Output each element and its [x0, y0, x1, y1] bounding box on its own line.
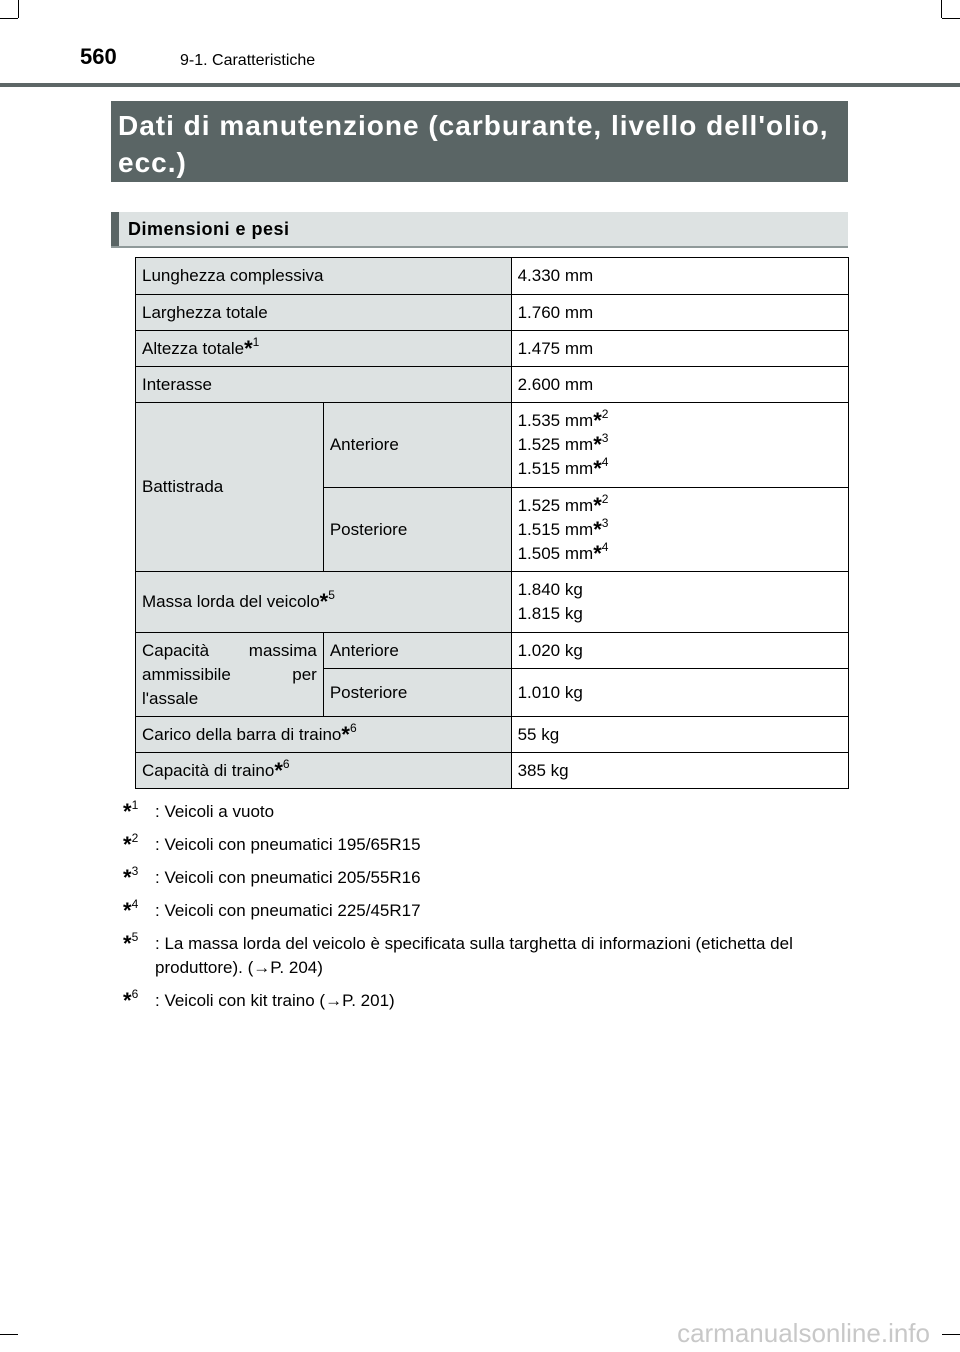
row-label: Interasse — [136, 367, 512, 403]
crop-mark — [942, 1334, 960, 1335]
footnotes — [123, 800, 848, 1022]
row-value: 55 kg — [511, 717, 848, 753]
footnote-star: * — [123, 832, 132, 857]
row-label — [136, 633, 324, 717]
row-label — [136, 753, 512, 789]
footnote-star: * — [593, 408, 602, 433]
value-text: 1.535 mm — [517, 411, 594, 430]
header-rule — [0, 83, 960, 87]
footnote-text: : Veicoli con pneumatici 225/45R17 — [155, 901, 421, 920]
footnote-num: 2 — [131, 831, 139, 845]
footnote — [123, 866, 848, 890]
row-label — [136, 572, 512, 633]
label-text: Carico della barra di traino — [142, 724, 342, 744]
row-label — [136, 331, 512, 367]
row-value: 2.600 mm — [511, 367, 848, 403]
value-line — [517, 539, 842, 566]
footnote-star: * — [593, 456, 602, 481]
footnote-marker — [123, 899, 138, 923]
footnote — [123, 989, 848, 1013]
row-label: Lunghezza complessiva — [136, 258, 512, 295]
row-value — [511, 488, 848, 572]
footnote-ref: 6 — [282, 756, 290, 771]
footnote-star: * — [123, 799, 132, 824]
footnote — [123, 932, 848, 980]
value-line — [518, 457, 842, 481]
subtitle-accent — [111, 212, 119, 246]
footnote-star: * — [274, 757, 283, 783]
footnote-ref: 3 — [601, 515, 609, 530]
table-row — [136, 403, 849, 488]
label-line: ammissibile per — [142, 664, 317, 684]
footnote-marker — [123, 989, 138, 1013]
footnote-ref: 4 — [601, 539, 609, 554]
footnote — [123, 833, 848, 857]
value-text: 1.525 mm — [517, 435, 594, 454]
value-text: 1.525 mm — [517, 495, 594, 515]
table-row — [136, 753, 849, 789]
label-line: Capacità massima — [142, 640, 317, 660]
crop-mark — [0, 1334, 18, 1335]
table-row — [136, 572, 849, 633]
row-label: Larghezza totale — [136, 295, 512, 331]
footnote-ref: 1 — [252, 334, 260, 349]
title-banner — [111, 101, 848, 182]
value-line — [517, 491, 842, 518]
spec-table — [135, 257, 849, 789]
page-header — [0, 0, 960, 90]
value-line — [518, 433, 842, 457]
footnote-star: * — [123, 988, 132, 1013]
footnote-ref: 6 — [349, 720, 357, 735]
footnote-ref: 4 — [601, 455, 609, 469]
row-value — [511, 572, 848, 633]
value-line — [518, 409, 842, 433]
footnote-star: * — [123, 865, 132, 890]
footnote-marker — [123, 866, 138, 890]
footnote-text: : Veicoli con pneumatici 195/65R15 — [155, 835, 421, 854]
value-line: 1.840 kg — [517, 580, 583, 599]
page-title: Dati di manutenzione (carburante, livello dell'olio, ecc.) — [118, 110, 829, 178]
footnote-star: * — [341, 721, 350, 747]
footnote-star: * — [593, 516, 602, 542]
row-sublabel: Posteriore — [323, 488, 511, 572]
footnote — [123, 899, 848, 923]
footnote-text: : La massa lorda del veicolo è specificata sulla targhetta di informazioni (etichetta del produttore). (→P. 204) — [155, 934, 793, 977]
table-row — [136, 295, 849, 331]
row-value: 4.330 mm — [511, 258, 848, 295]
footnote-star: * — [593, 432, 602, 457]
footnote-ref: 2 — [601, 407, 609, 421]
row-value: 1.475 mm — [511, 331, 848, 367]
label-text: Capacità di traino — [142, 760, 275, 780]
row-label — [136, 717, 512, 753]
footnote-num: 5 — [131, 930, 139, 944]
value-text: 1.515 mm — [517, 459, 594, 478]
footnote-num: 4 — [131, 897, 139, 911]
footnote-star: * — [593, 492, 602, 518]
watermark: carmanualsonline.info — [677, 1318, 930, 1348]
row-value: 385 kg — [511, 753, 848, 789]
table-row — [136, 258, 849, 295]
value-line: 1.815 kg — [517, 604, 583, 623]
footnote-ref: 5 — [328, 588, 335, 602]
footnote-text: : Veicoli con pneumatici 205/55R16 — [155, 868, 421, 887]
footnote-text: : Veicoli a vuoto — [155, 802, 275, 821]
row-value: 1.760 mm — [511, 295, 848, 331]
table-row — [136, 717, 849, 753]
table-row — [136, 367, 849, 403]
row-value: 1.020 kg — [511, 633, 848, 669]
footnote-marker — [123, 833, 138, 857]
footnote-num: 3 — [131, 864, 139, 878]
row-value — [511, 403, 848, 488]
section-subtitle: Dimensioni e pesi — [128, 219, 290, 239]
footnote-marker — [123, 932, 138, 956]
footnote-star: * — [123, 898, 132, 923]
row-sublabel: Posteriore — [323, 669, 511, 717]
row-sublabel: Anteriore — [323, 633, 511, 669]
footnote-ref: 3 — [601, 431, 609, 445]
footnote-star: * — [244, 335, 253, 361]
footnote-marker — [123, 800, 138, 824]
subtitle-banner — [111, 212, 848, 248]
label-text: Massa lorda del veicolo — [142, 592, 320, 611]
footnote-num: 6 — [131, 987, 139, 1001]
section-label: 9-1. Caratteristiche — [180, 52, 316, 69]
table-row — [136, 331, 849, 367]
value-line — [517, 515, 842, 542]
footnote-ref: 2 — [601, 491, 609, 506]
label-text: Altezza totale — [142, 338, 245, 358]
footnote-star: * — [123, 931, 132, 956]
footnote-star: * — [593, 540, 602, 566]
row-label: Battistrada — [136, 403, 324, 572]
page-number: 560 — [80, 44, 117, 69]
value-text: 1.505 mm — [517, 543, 594, 563]
table-row — [136, 633, 849, 669]
label-line: l'assale — [142, 688, 199, 708]
footnote-text: : Veicoli con kit traino (→P. 201) — [155, 991, 395, 1010]
row-value: 1.010 kg — [511, 669, 848, 717]
footnote-star: * — [319, 589, 329, 614]
value-text: 1.515 mm — [517, 519, 594, 539]
footnote — [123, 800, 848, 824]
footnote-num: 1 — [131, 798, 139, 812]
row-sublabel: Anteriore — [323, 403, 511, 488]
